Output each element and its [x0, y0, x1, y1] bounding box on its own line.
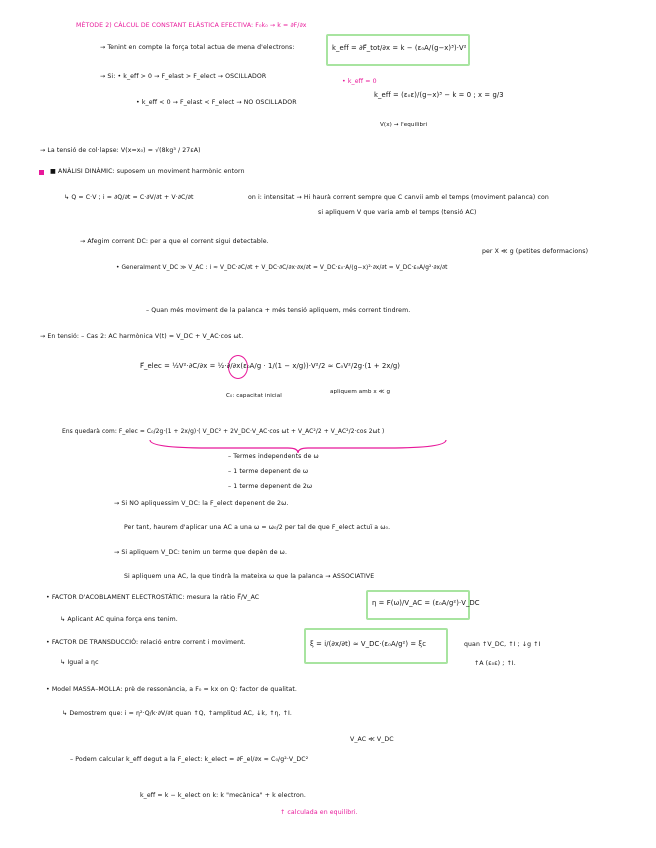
- note-line: • k_eff < 0 → F_elast < F_elect → NO OSCILLADOR: [136, 99, 297, 106]
- note-line: ↳ Aplicant AC quina força ens tenim.: [60, 616, 178, 623]
- note-line: per X ≪ g (petites deformacions): [482, 248, 589, 255]
- note-line: Ens quedarà com: F_elec = C₀/2g·(1 + 2x/g)·( V_DC² + 2V_DC·V_AC·cos ωt + V_AC²/2 + V_AC²/2·cos 2ωt ): [62, 429, 385, 435]
- formula-eta: η = F(ω)/V_AC = (ε₀A/g²)·V_DC: [372, 599, 480, 607]
- note-line: → Si apliquem V_DC: tenim un terme que depèn de ω.: [114, 549, 288, 556]
- note-line: – Termes independents de ω: [228, 453, 319, 460]
- note-line: ↳ Q = C·V ; i = ∂Q/∂t = C·∂V/∂t + V·∂C/∂t: [64, 194, 194, 201]
- note-line: • FACTOR DE TRANSDUCCIÓ: relació entre corrent i moviment.: [46, 639, 246, 646]
- note-line: • Generalment V_DC ≫ V_AC : i ≈ V_DC·∂C/∂t + V_DC·∂C/∂x·∂x/∂t = V_DC·ε₀·A/(g−x)²·∂x/∂t ≈ V_DC·ε₀A/g²·∂x/∂t: [116, 265, 448, 271]
- note-line: ↑A (ε₀ε) ; ↑I.: [474, 660, 516, 667]
- note-line: Si apliquem una AC, la que tindrà la mateixa ω que la palanca → ASSOCIATIVE: [124, 573, 375, 580]
- note-line: V_AC ≪ V_DC: [350, 736, 394, 743]
- underbrace: [148, 438, 448, 454]
- note-line: si apliquem V que varia amb el temps (tensió AC): [318, 209, 477, 216]
- formula-keff-zero: k_eff = (ε₀ε)/(g−x)³ − k = 0 ; x = g/3: [374, 91, 504, 99]
- formula-felec: F⃗_elec = ½V²·∂C/∂x = ½·∂/∂x(ε₀A/g · 1/(1 − x/g))·V²/2 ≈ C₀V²/2g·(1 + 2x/g): [140, 362, 401, 370]
- formula-keff: k_eff = ∂F⃗_tot/∂x = k − (ε₀A/(g−x)³)·V²: [332, 44, 467, 52]
- note-heading: ■ ANÀLISI DINÀMIC: suposem un moviment harmònic entorn: [50, 168, 245, 175]
- note-line: on i: intensitat → Hi haurà corrent sempre que C canvii amb el temps (moviment palanca) con: [248, 194, 549, 201]
- note-line: V(x) → l'equilibri: [380, 122, 428, 128]
- note-line: ↑ calculada en equilibri.: [280, 809, 358, 816]
- note-line: → Tenint en compte la força total actua de mena d'electrons:: [100, 44, 295, 51]
- note-line: apliquem amb x ≪ g: [330, 389, 391, 395]
- note-line: → Afegim corrent DC: per a que el corrent sigui detectable.: [80, 238, 269, 245]
- note-line: – 1 terme depenent de ω: [228, 468, 309, 475]
- note-line: k_eff = k − k_elect on k: k "mecànica" + k electron.: [140, 792, 306, 799]
- note-line: quan ↑V_DC, ↑I ; ↓g ↑I: [464, 641, 541, 648]
- note-line: → En tensió: – Cas 2: AC harmònica V(t) = V_DC + V_AC·cos ωt.: [40, 333, 244, 340]
- note-line: – Podem calcular k_eff degut a la F_elect: k_elect = ∂F_el/∂x ≈ C₀/g²·V_DC²: [70, 756, 309, 763]
- note-line: • Model MASSA–MOLLA: prè de ressonància, a F₀ = kx on Q: factor de qualitat.: [46, 686, 297, 693]
- note-line: – Quan més moviment de la palanca + més tensió apliquem, més corrent tindrem.: [146, 307, 411, 314]
- note-line: ↳ Igual a ηc: [60, 659, 99, 666]
- note-line: ↳ Demostrem que: i = η²·Q/k·∂V/∂t quan ↑Q, ↑amplitud AC, ↓k, ↑η, ↑I.: [62, 710, 292, 717]
- method-label: MÈTODE 2) CÀLCUL DE CONSTANT ELÀSTICA EFECTIVA: F₀k₀ → k = ∂F/∂x: [76, 22, 307, 29]
- note-line: • k_eff = 0: [342, 78, 377, 85]
- section-title: [76, 22, 307, 30]
- formula-xi: ξ = i/(∂x/∂t) ≈ V_DC·(ε₀A/g²) = ξc: [310, 640, 427, 648]
- note-line: → Si: • k_eff > 0 → F_elast > F_elect → OSCILLADOR: [100, 73, 267, 80]
- bullet-square: [39, 170, 44, 175]
- note-line: C₀: capacitat inicial: [226, 393, 282, 399]
- note-line: Per tant, haurem d'aplicar una AC a una ω = ω₀/2 per tal de que F_elect actuï a ω₀.: [124, 524, 391, 531]
- note-line: → La tensió de col·lapse: V(x=x₀) = √(8kg³ / 27εA): [40, 147, 201, 154]
- note-line: → Si NO apliquessim V_DC: la F_elect depenent de 2ω.: [114, 500, 289, 507]
- note-line: • FACTOR D'ACOBLAMENT ELECTROSTÀTIC: mesura la ràtio F⃗/V_AC: [46, 594, 260, 601]
- note-line: – 1 terme depenent de 2ω: [228, 483, 313, 490]
